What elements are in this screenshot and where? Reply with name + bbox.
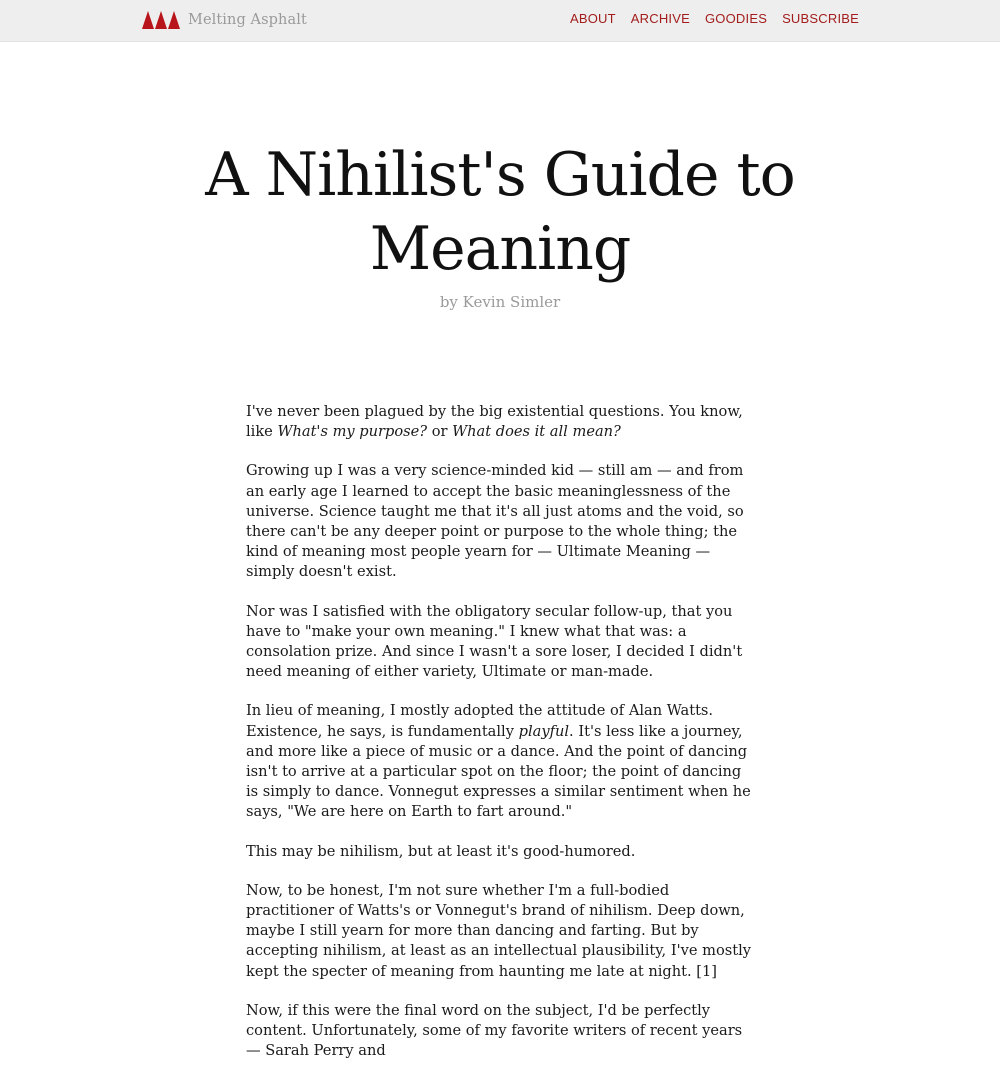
paragraph-4	[246, 701, 756, 822]
paragraph-4-text-b: . It's less like a journey, and more like a piece of music or a dance. And the point of dancing isn't to arrive at a particular spot on the floor; the point of dancing is simply to dance. Vonnegut expresses a similar sentiment when he says, "We are here on Earth to fart around."	[246, 722, 751, 821]
paragraph-4-text-a: In lieu of meaning, I mostly adopted the attitude of Alan Watts. Existence, he says, is fundamentally	[246, 702, 714, 740]
main-nav	[570, 11, 859, 26]
paragraph-6: Now, to be honest, I'm not sure whether I'm a full-bodied practitioner of Watts's or Vonnegut's brand of nihilism. Deep down, maybe I still yearn for more than dancing and farting. But by accepting nihilism, at least as an intellectual plausibility, I've mostly kept the specter of meaning from haunting me late at night. [1]	[246, 881, 752, 980]
nav-about-link[interactable]: ABOUT	[569, 11, 616, 26]
nav-goodies-link[interactable]: GOODIES	[704, 11, 768, 26]
paragraph-2: Growing up I was a very science-minded kid — still am — and from an early age I learned to accept the basic meaninglessness of the universe. Science taught me that it's all just atoms and the void, so there can't be any deeper point or purpose to the whole thing; the kind of meaning most people yearn for — Ultimate Meaning — simply doesn't exist.	[246, 462, 744, 581]
paragraph-1	[246, 402, 756, 442]
paragraph-7: Now, if this were the final word on the subject, I'd be perfectly content. Unfortunately, some of my favorite writers of recent years — Sarah Perry and	[246, 1001, 743, 1060]
paragraph-4-emphasis: playful	[518, 722, 570, 740]
paragraph-3: Nor was I satisfied with the obligatory secular follow-up, that you have to "make your own meaning." I knew what that was: a consolation prize. And since I wasn't a sore loser, I decided I didn't need meaning of either variety, Ultimate or man-made.	[246, 602, 743, 681]
site-name: Melting Asphalt	[188, 12, 307, 28]
post-title: A Nihilist's Guide to Meaning	[205, 140, 795, 284]
paragraph-1-text-a: I've never been plagued by the big existential questions. You know, like	[246, 403, 743, 441]
nav-archive-link[interactable]: ARCHIVE	[630, 11, 690, 26]
paragraph-1-text-b: or	[427, 423, 453, 441]
nav-subscribe-link[interactable]: SUBSCRIBE	[782, 11, 859, 26]
paragraph-1-question-1: What's my purpose?	[277, 423, 428, 441]
paragraph-1-question-2: What does it all mean?	[452, 423, 621, 441]
top-nav-bar	[0, 0, 1000, 42]
post-byline: by Kevin Simler	[439, 293, 561, 311]
paragraph-5: This may be nihilism, but at least it's good-humored.	[246, 842, 636, 860]
site-home-link[interactable]	[142, 9, 307, 31]
post-body	[246, 402, 756, 1080]
triple-triangle-logo-icon	[142, 11, 180, 29]
